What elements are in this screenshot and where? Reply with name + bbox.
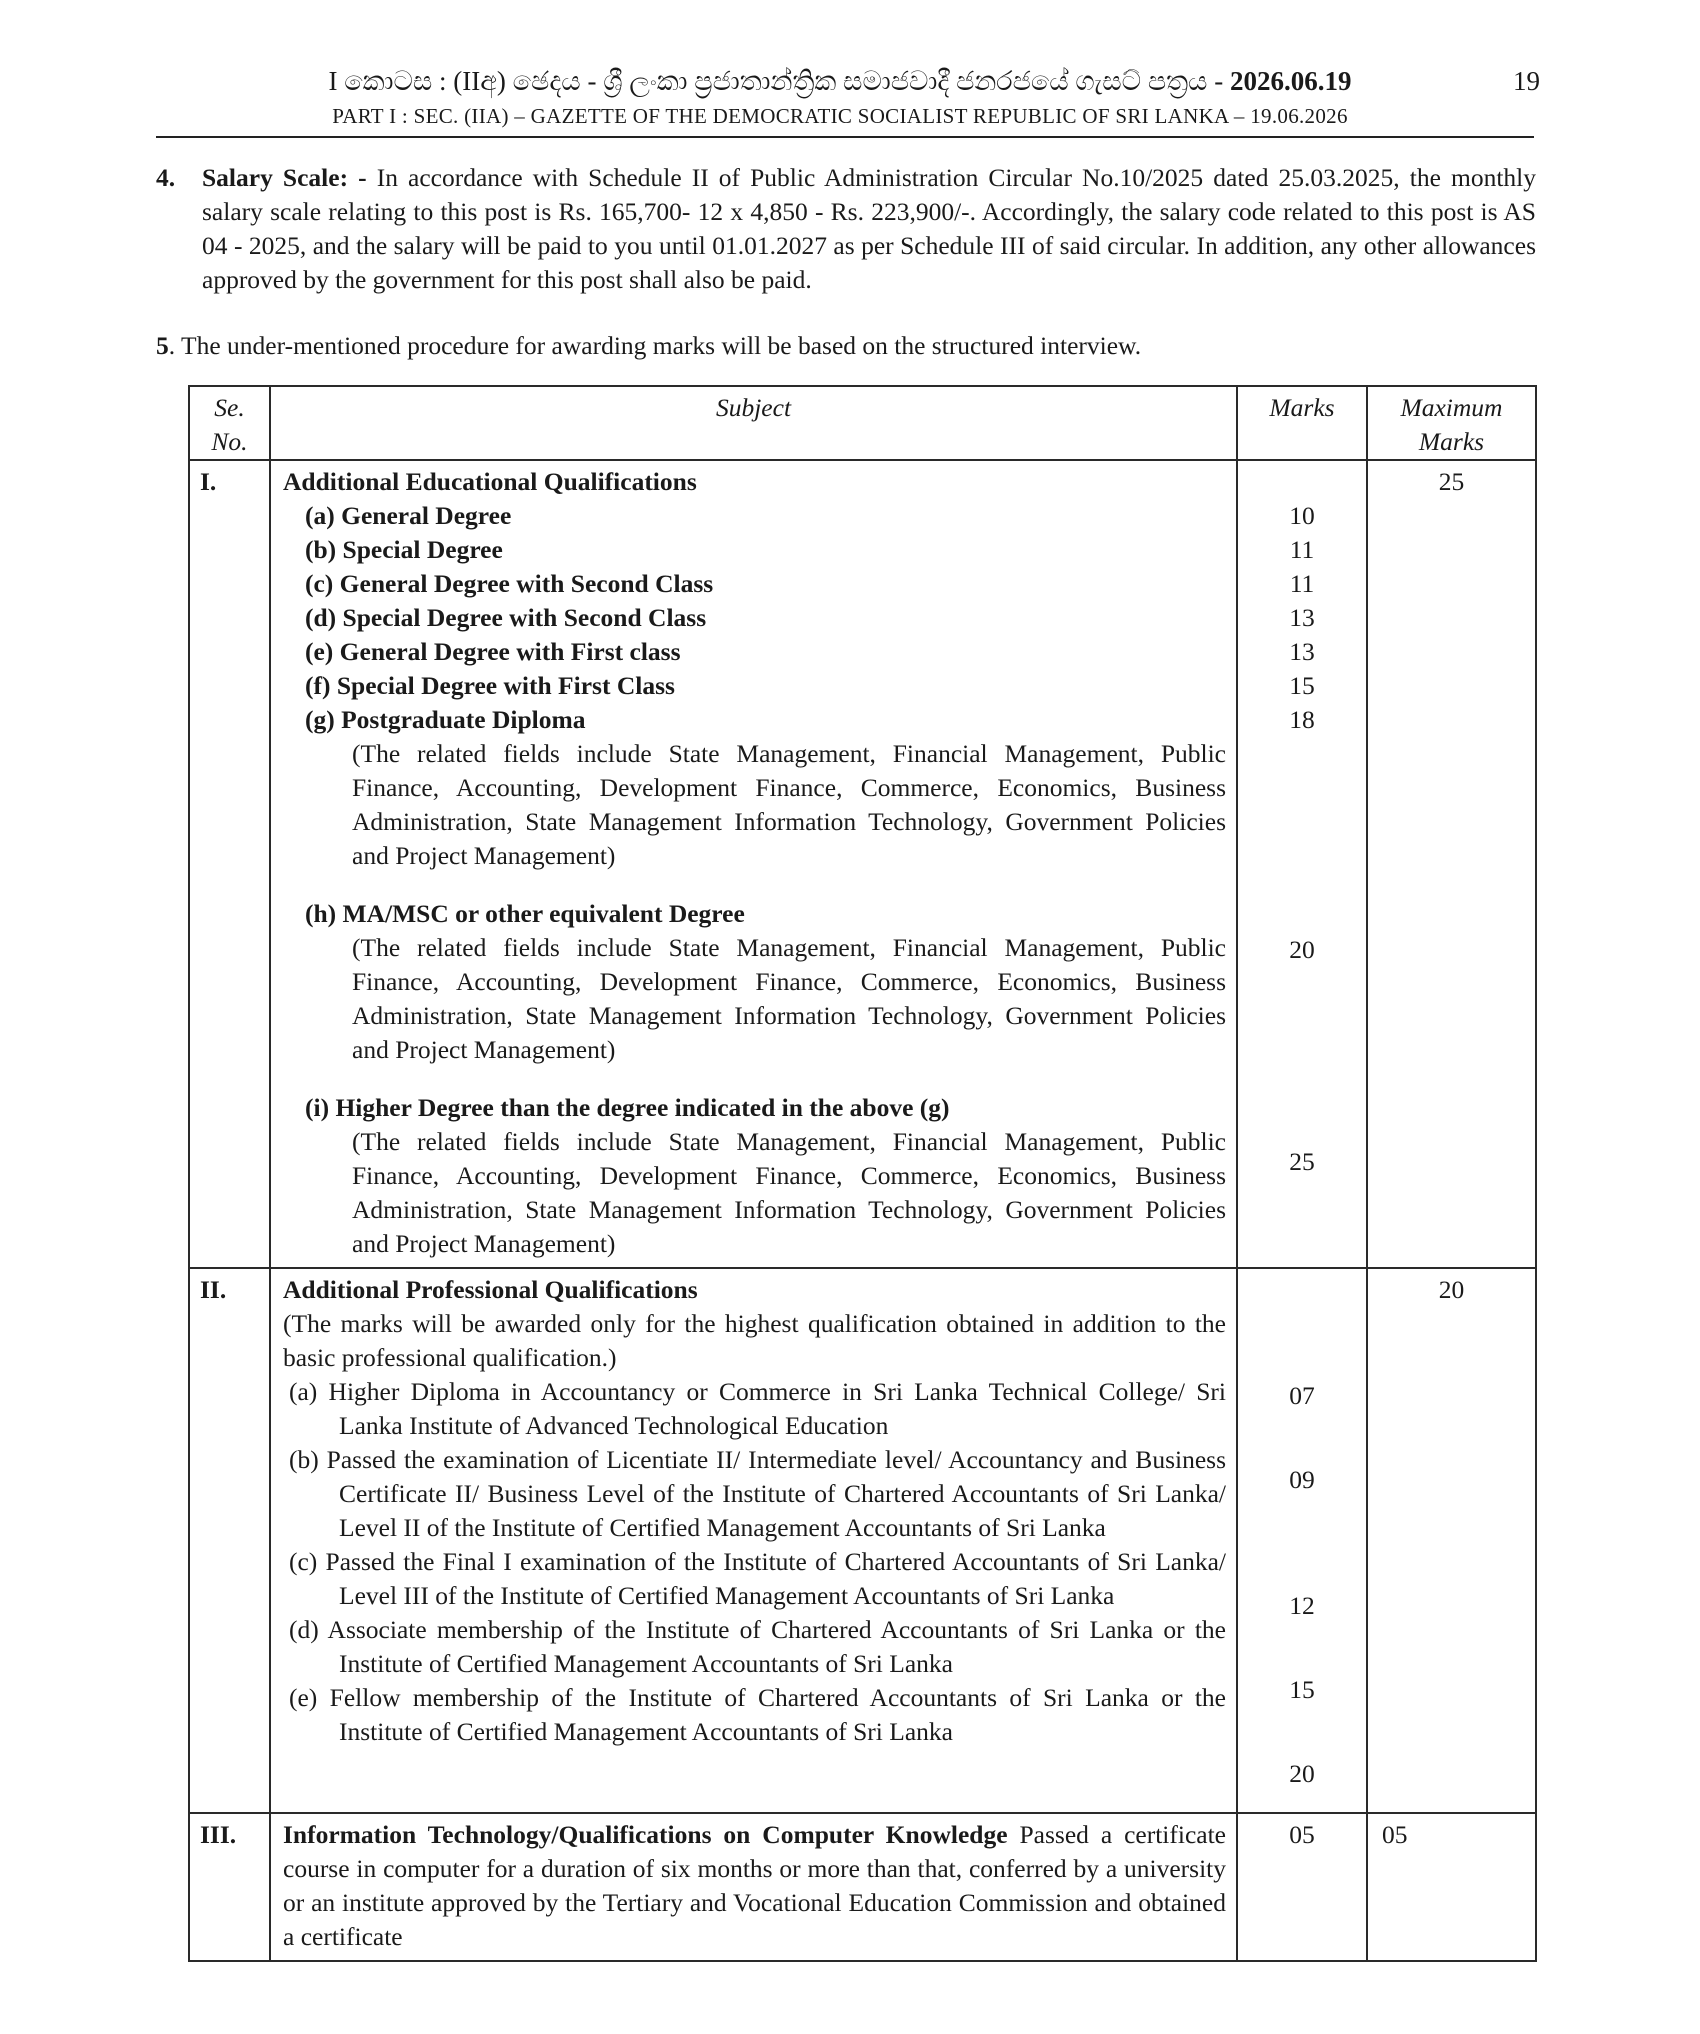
col-header-marks: Marks [1237, 386, 1367, 460]
table-row [189, 460, 1536, 1268]
mark-value: 11 [1289, 569, 1315, 598]
mark-value: 20 [1289, 1759, 1315, 1788]
list-item: (e) General Degree with First class [305, 637, 681, 666]
row-marks: 05 [1237, 1813, 1367, 1961]
list-item: (a) Higher Diploma in Accountancy or Commerce in Sri Lanka Technical College/ Sri Lanka Institute of Advanced Technological Education [289, 1377, 1226, 1440]
row-marks [1237, 1268, 1367, 1813]
list-item: (d) Associate membership of the Institute of Chartered Accountants of Sri Lanka or the Institute of Certified Management Accountants of Sri Lanka [289, 1615, 1226, 1678]
mark-value: 13 [1289, 637, 1315, 666]
row-subject [270, 1268, 1237, 1813]
mark-value: 10 [1289, 501, 1315, 530]
fields-note: (The related fields include State Management, Financial Management, Public Finance, Accounting, Development Finance, Commerce, Economics, Business Administration, State Management Information Technology, Government Policies and Project Management) [352, 933, 1226, 1064]
header-rule [156, 136, 1534, 138]
header-sinhala: I කොටස : (IIඅ) ඡෙදය - ශ්‍රී ලංකා ප්‍රජාතාන්ත්‍රික සමාජවාදී ජනරජයේ ගැසට් පත්‍රය - 2026.06.19 [328, 66, 1352, 96]
mark-value: 18 [1289, 705, 1315, 734]
list-item: (b) Passed the examination of Licentiate II/ Intermediate level/ Accountancy and Business Certificate II/ Business Level of the Institute of Chartered Accountants of Sri Lanka/ Level II of the Institute of Certified Management Accountants of Sri Lanka [289, 1445, 1226, 1542]
fields-note: (The related fields include State Management, Financial Management, Public Finance, Accounting, Development Finance, Commerce, Economics, Business Administration, State Management Information Technology, Government Policies and Project Management) [352, 739, 1226, 870]
mark-value: 15 [1289, 671, 1315, 700]
row-marks [1237, 460, 1367, 1268]
table-row [189, 1268, 1536, 1813]
row-max-marks: 20 [1367, 1268, 1536, 1813]
para4-heading: Salary Scale: - [202, 163, 367, 192]
list-item: (b) Special Degree [305, 535, 503, 564]
list-item: (c) General Degree with Second Class [305, 569, 714, 598]
col-header-subject: Subject [270, 386, 1237, 460]
list-item: (d) Special Degree with Second Class [305, 603, 707, 632]
section-text: Passed a certificate course in computer for a duration of six months or more than that, conferred by a university or an institute approved by the Tertiary and Vocational Education Commission and obtained a certificate [283, 1820, 1226, 1951]
col-header-se-no: Se. No. [189, 386, 270, 460]
mark-value: 12 [1289, 1591, 1315, 1620]
section-title: Information Technology/Qualifications on Computer Knowledge [283, 1820, 1008, 1849]
fields-note: (The related fields include State Management, Financial Management, Public Finance, Accounting, Development Finance, Commerce, Economics, Business Administration, State Management Information Technology, Government Policies and Project Management) [352, 1127, 1226, 1258]
row-subject [270, 460, 1237, 1268]
mark-value: 07 [1289, 1381, 1315, 1410]
row-max-marks: 05 [1367, 1813, 1536, 1961]
mark-value: 13 [1289, 603, 1315, 632]
section-title: Additional Professional Qualifications [283, 1275, 698, 1304]
table-header-row [189, 386, 1536, 460]
para4-number: 4. [156, 163, 176, 192]
list-item: (g) Postgraduate Diploma [305, 705, 586, 734]
section-note: (The marks will be awarded only for the highest qualification obtained in addition to the basic professional qualification.) [283, 1309, 1226, 1372]
header-english: PART I : SEC. (IIA) – GAZETTE OF THE DEMOCRATIC SOCIALIST REPUBLIC OF SRI LANKA – 19.06.2026 [332, 104, 1348, 128]
mark-value: 15 [1289, 1675, 1315, 1704]
table-row [189, 1813, 1536, 1961]
row-max-marks: 25 [1367, 460, 1536, 1268]
list-item: (a) General Degree [305, 501, 512, 530]
mark-value: 20 [1289, 935, 1315, 964]
para5-text: 5. The under-mentioned procedure for awarding marks will be based on the structured interview. [156, 331, 1142, 360]
para4-text: Salary Scale: - In accordance with Schedule II of Public Administration Circular No.10/2025 dated 25.03.2025, the monthly salary scale relating to this post is Rs. 165,700- 12 x 4,850 - Rs. 223,900/-. Accordingly, the salary code related to this post is AS 04 - 2025, and the salary will be paid to you until 01.01.2027 as per Schedule III of said circular. In addition, any other allowances approved by the government for this post shall also be paid. [202, 163, 1536, 294]
list-item: (c) Passed the Final I examination of the Institute of Chartered Accountants of Sri Lanka/ Level III of the Institute of Certified Management Accountants of Sri Lanka [289, 1547, 1226, 1610]
mark-value: 11 [1289, 535, 1315, 564]
mark-value: 09 [1289, 1465, 1315, 1494]
marks-table [188, 385, 1537, 1962]
col-header-max-marks: Maximum Marks [1367, 386, 1536, 460]
row-number: I. [189, 460, 270, 1268]
header-date: 2026.06.19 [1229, 66, 1352, 96]
list-item: (f) Special Degree with First Class [305, 671, 675, 700]
page-number: 19 [1513, 66, 1540, 96]
row-number: II. [189, 1268, 270, 1813]
list-item: (i) Higher Degree than the degree indicated in the above (g) [305, 1093, 950, 1122]
section-title: Additional Educational Qualifications [283, 467, 697, 496]
mark-value: 25 [1289, 1147, 1315, 1176]
list-item: (e) Fellow membership of the Institute of Chartered Accountants of Sri Lanka or the Institute of Certified Management Accountants of Sri Lanka [289, 1683, 1226, 1746]
list-item: (h) MA/MSC or other equivalent Degree [305, 899, 745, 928]
row-number: III. [189, 1813, 270, 1961]
para5-number: 5 [156, 331, 169, 360]
row-subject [270, 1813, 1237, 1961]
